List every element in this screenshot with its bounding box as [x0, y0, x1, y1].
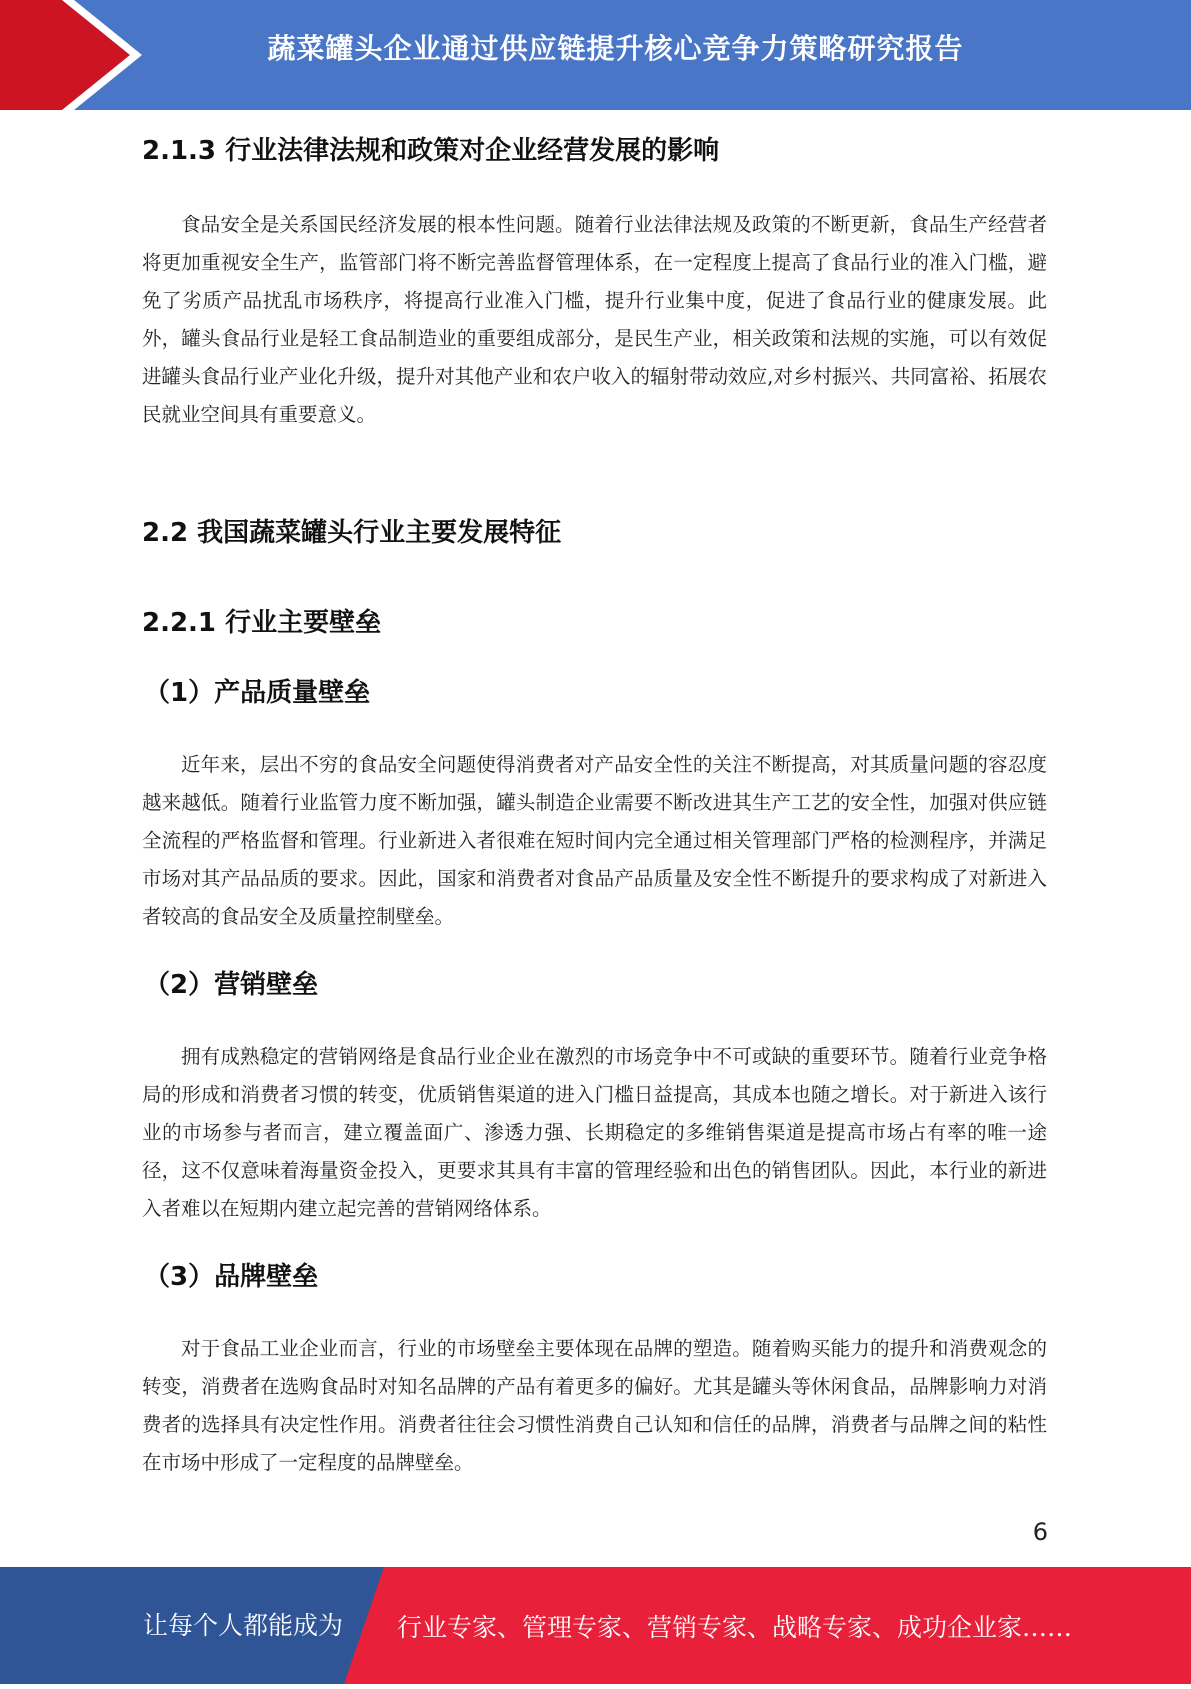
subheading-quality-barrier: （1）产品质量壁垒 — [144, 678, 371, 708]
report-title: 蔬菜罐头企业通过供应链提升核心竞争力策略研究报告 — [267, 32, 964, 65]
header-banner — [0, 0, 1191, 110]
paragraph-2-1-3: 食品安全是关系国民经济发展的根本性问题。随着行业法律法规及政策的不断更新，食品生产经营者将更加重视安全生产，监管部门将不断完善监督管理体系，在一定程度上提高了食品行业的准入门槛，避免了劣质产品扰乱市场秩序，将提高行业准入门槛，提升行业集中度，促进了食品行业的健康发展。此外，罐头食品行业是轻工食品制造业的重要组成部分，是民生产业，相关政策和法规的实施，可以有效促进罐头食品行业产业化升级，提升对其他产业和农户收入的辐射带动效应,对乡村振兴、共同富裕、拓展农民就业空间具有重要意义。 — [142, 213, 1047, 426]
section-heading-2-2-1: 2.2.1 行业主要壁垒 — [142, 608, 382, 638]
footer-slogan-left: 让每个人都能成为 — [143, 1611, 344, 1640]
section-heading-2-1-3: 2.1.3 行业法律法规和政策对企业经营发展的影响 — [142, 136, 720, 166]
footer-slogan-right: 行业专家、管理专家、营销专家、战略专家、成功企业家…… — [397, 1613, 1073, 1642]
paragraph-marketing-barrier: 拥有成熟稳定的营销网络是食品行业企业在激烈的市场竞争中不可或缺的重要环节。随着行业竞争格局的形成和消费者习惯的转变，优质销售渠道的进入门槛日益提高，其成本也随之增长。对于新进入该行业的市场参与者而言，建立覆盖面广、渗透力强、长期稳定的多维销售渠道是提高市场占有率的唯一途径，这不仅意味着海量资金投入，更要求其具有丰富的管理经验和出色的销售团队。因此，本行业的新进入者难以在短期内建立起完善的营销网络体系。 — [142, 1045, 1047, 1220]
footer-banner — [0, 1567, 1191, 1684]
subheading-marketing-barrier: （2）营销壁垒 — [144, 970, 319, 1000]
subheading-brand-barrier: （3）品牌壁垒 — [144, 1262, 319, 1292]
paragraph-quality-barrier: 近年来，层出不穷的食品安全问题使得消费者对产品安全性的关注不断提高，对其质量问题的容忍度越来越低。随着行业监管力度不断加强，罐头制造企业需要不断改进其生产工艺的安全性，加强对供应链全流程的严格监督和管理。行业新进入者很难在短时间内完全通过相关管理部门严格的检测程序，并满足市场对其产品品质的要求。因此，国家和消费者对食品产品质量及安全性不断提升的要求构成了对新进入者较高的食品安全及质量控制壁垒。 — [142, 753, 1047, 928]
section-heading-2-2: 2.2 我国蔬菜罐头行业主要发展特征 — [142, 518, 562, 548]
paragraph-brand-barrier: 对于食品工业企业而言，行业的市场壁垒主要体现在品牌的塑造。随着购买能力的提升和消费观念的转变，消费者在选购食品时对知名品牌的产品有着更多的偏好。尤其是罐头等休闲食品，品牌影响力对消费者的选择具有决定性作用。消费者往往会习惯性消费自己认知和信任的品牌，消费者与品牌之间的粘性在市场中形成了一定程度的品牌壁垒。 — [142, 1337, 1047, 1474]
page-number: 6 — [1032, 1518, 1048, 1546]
